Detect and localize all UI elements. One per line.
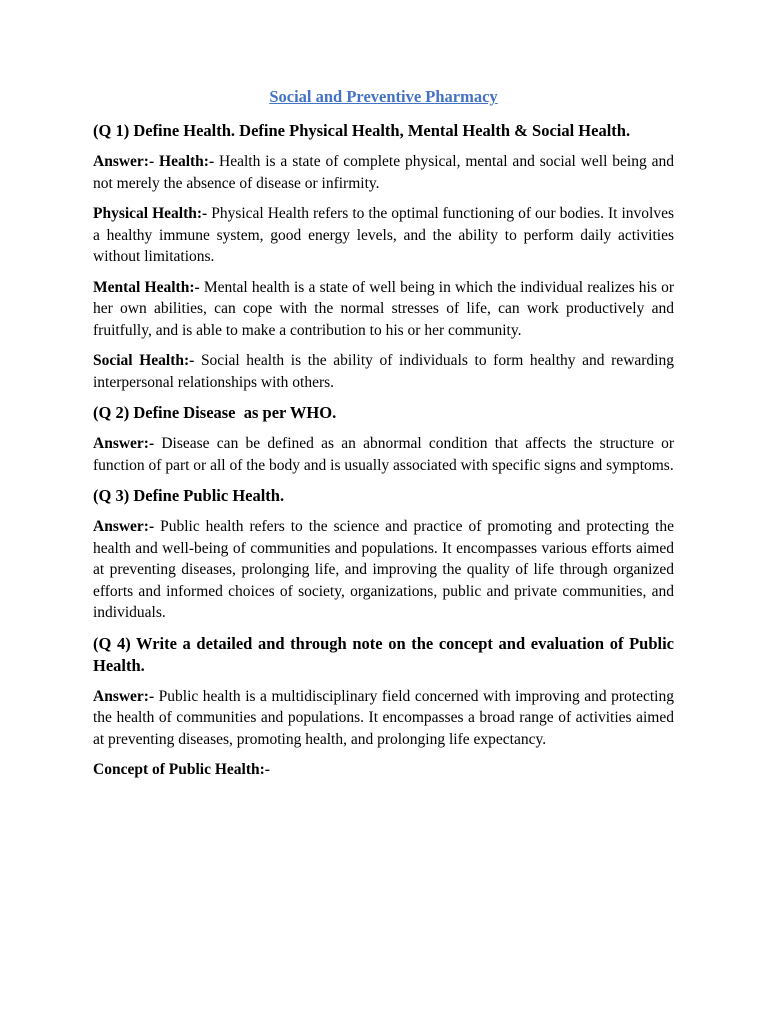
physical-health-label: Physical Health:-	[93, 205, 208, 222]
answer-label: Answer:-	[93, 687, 155, 705]
concept-heading: Concept of Public Health:-	[93, 761, 270, 778]
public-health-overview: Public health is a multidisciplinary field concerned with improving and protecting the health of communities and populations. It encompasses a broad range of activities aimed at preventing diseases, promoting health, and prolonging life expectancy.	[93, 687, 674, 748]
q3-answer	[93, 516, 674, 624]
q1-social-health	[93, 350, 674, 393]
answer-label: Answer:-	[93, 518, 155, 535]
social-health-separator: :-	[184, 352, 195, 369]
mental-health-label: Mental Health:-	[93, 278, 200, 296]
health-definition: Health is a state of complete physical, mental and social well being and not merely the absence of disease or infirmity.	[93, 153, 675, 192]
question-2: (Q 2) Define Disease as per WHO.	[93, 403, 337, 422]
q4-answer	[93, 686, 674, 751]
q1-physical-health	[93, 203, 674, 268]
mental-health-definition: Mental health is a state of well being in which the individual realizes his or her own abilities, can cope with the normal stresses of life, can work productively and fruitfully, and is able to make a contribution to his or her community.	[93, 278, 674, 339]
question-1: (Q 1) Define Health. Define Physical Health, Mental Health & Social Health.	[93, 121, 631, 140]
answer-label: Answer:-	[93, 153, 155, 170]
public-health-definition: Public health refers to the science and practice of promoting and protecting the health and well-being of communities and populations. It encompasses various efforts aimed at preventing diseases, prolonging life, and improving the quality of life through organized efforts and informed choices of society, organizations, public and private communities, and individuals.	[93, 518, 674, 621]
q1-answer-health	[93, 151, 674, 194]
disease-definition: Disease can be defined as an abnormal condition that affects the structure or function of part or all of the body and is usually associated with specific signs and symptoms.	[93, 435, 674, 474]
q2-answer	[93, 433, 674, 476]
social-health-label: Social Health	[93, 352, 184, 369]
document-title: Social and Preventive Pharmacy	[269, 87, 498, 106]
document-page	[93, 86, 674, 781]
health-label: Health:-	[159, 153, 215, 170]
question-4: (Q 4) Write a detailed and through note on the concept and evaluation of Public Health.	[93, 633, 674, 675]
question-3: (Q 3) Define Public Health.	[93, 486, 285, 505]
q1-mental-health	[93, 277, 674, 342]
answer-label: Answer:-	[93, 435, 155, 452]
social-health-definition: Social health is the ability of individuals to form healthy and rewarding interpersonal relationships with others.	[93, 352, 674, 391]
physical-health-definition: Physical Health refers to the optimal functioning of our bodies. It involves a healthy immune system, good energy levels, and the ability to perform daily activities without limitations.	[93, 205, 674, 265]
